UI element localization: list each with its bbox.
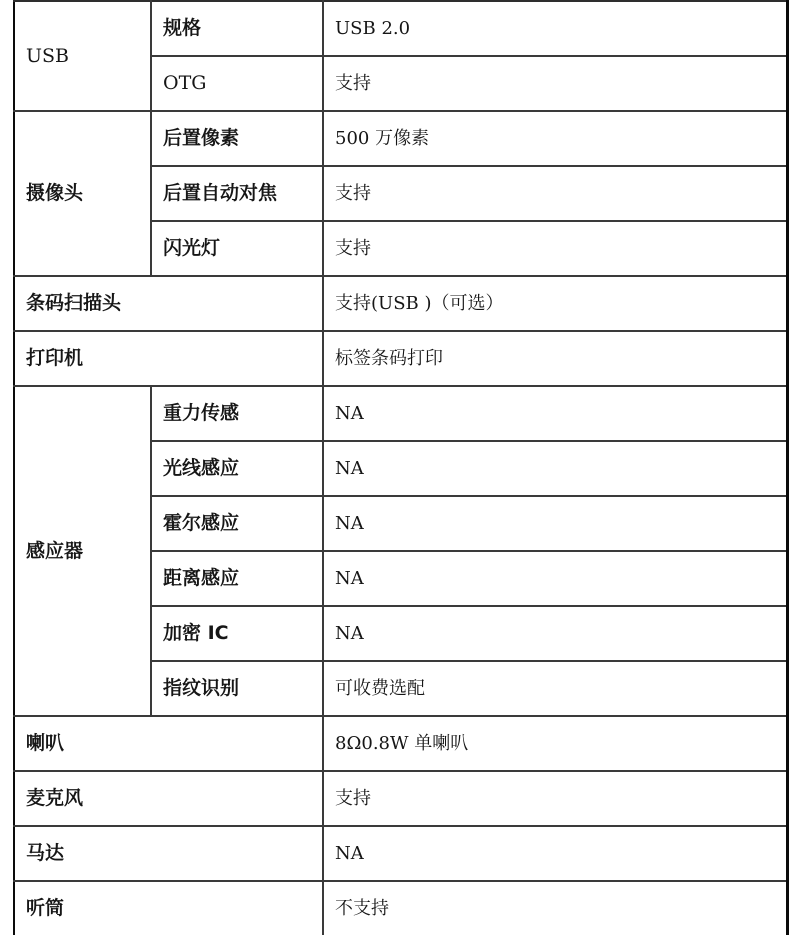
spec-item-cell: 光线感应: [151, 441, 323, 496]
spec-category-cell: 马达: [14, 826, 323, 881]
spec-value-cell: 支持: [323, 771, 787, 826]
spec-category-cell: 喇叭: [14, 716, 323, 771]
spec-item-cell: 重力传感: [151, 386, 323, 441]
spec-item-cell: OTG: [151, 56, 323, 111]
spec-value-cell: NA: [323, 496, 787, 551]
table-row: [14, 276, 787, 331]
spec-value-cell: 支持(USB )（可选）: [323, 276, 787, 331]
spec-value-cell: 标签条码打印: [323, 331, 787, 386]
spec-value-cell: 支持: [323, 221, 787, 276]
spec-value-cell: USB 2.0: [323, 1, 787, 56]
spec-value-cell: NA: [323, 441, 787, 496]
spec-category-cell: 摄像头: [14, 111, 151, 276]
spec-category-cell: 感应器: [14, 386, 151, 716]
spec-value-cell: 支持: [323, 56, 787, 111]
table-row: [14, 386, 787, 441]
spec-category-cell: 麦克风: [14, 771, 323, 826]
spec-value-cell: NA: [323, 826, 787, 881]
spec-value-cell: 可收费选配: [323, 661, 787, 716]
spec-item-cell: 加密 IC: [151, 606, 323, 661]
spec-category-cell: USB: [14, 1, 151, 111]
spec-item-cell: 后置像素: [151, 111, 323, 166]
spec-table: [13, 0, 789, 935]
spec-value-cell: 8Ω0.8W 单喇叭: [323, 716, 787, 771]
spec-item-cell: 后置自动对焦: [151, 166, 323, 221]
spec-item-cell: 距离感应: [151, 551, 323, 606]
spec-item-cell: 指纹识别: [151, 661, 323, 716]
table-row: [14, 716, 787, 771]
spec-value-cell: NA: [323, 551, 787, 606]
spec-item-cell: 规格: [151, 1, 323, 56]
spec-value-cell: 支持: [323, 166, 787, 221]
spec-value-cell: 不支持: [323, 881, 787, 935]
spec-category-cell: 条码扫描头: [14, 276, 323, 331]
table-row: [14, 1, 787, 56]
spec-value-cell: 500 万像素: [323, 111, 787, 166]
spec-value-cell: NA: [323, 606, 787, 661]
table-row: [14, 111, 787, 166]
spec-item-cell: 霍尔感应: [151, 496, 323, 551]
spec-category-cell: 打印机: [14, 331, 323, 386]
spec-value-cell: NA: [323, 386, 787, 441]
table-row: [14, 771, 787, 826]
spec-item-cell: 闪光灯: [151, 221, 323, 276]
table-row: [14, 331, 787, 386]
table-row: [14, 881, 787, 935]
table-row: [14, 826, 787, 881]
spec-category-cell: 听筒: [14, 881, 323, 935]
spec-table-body: [14, 1, 787, 935]
